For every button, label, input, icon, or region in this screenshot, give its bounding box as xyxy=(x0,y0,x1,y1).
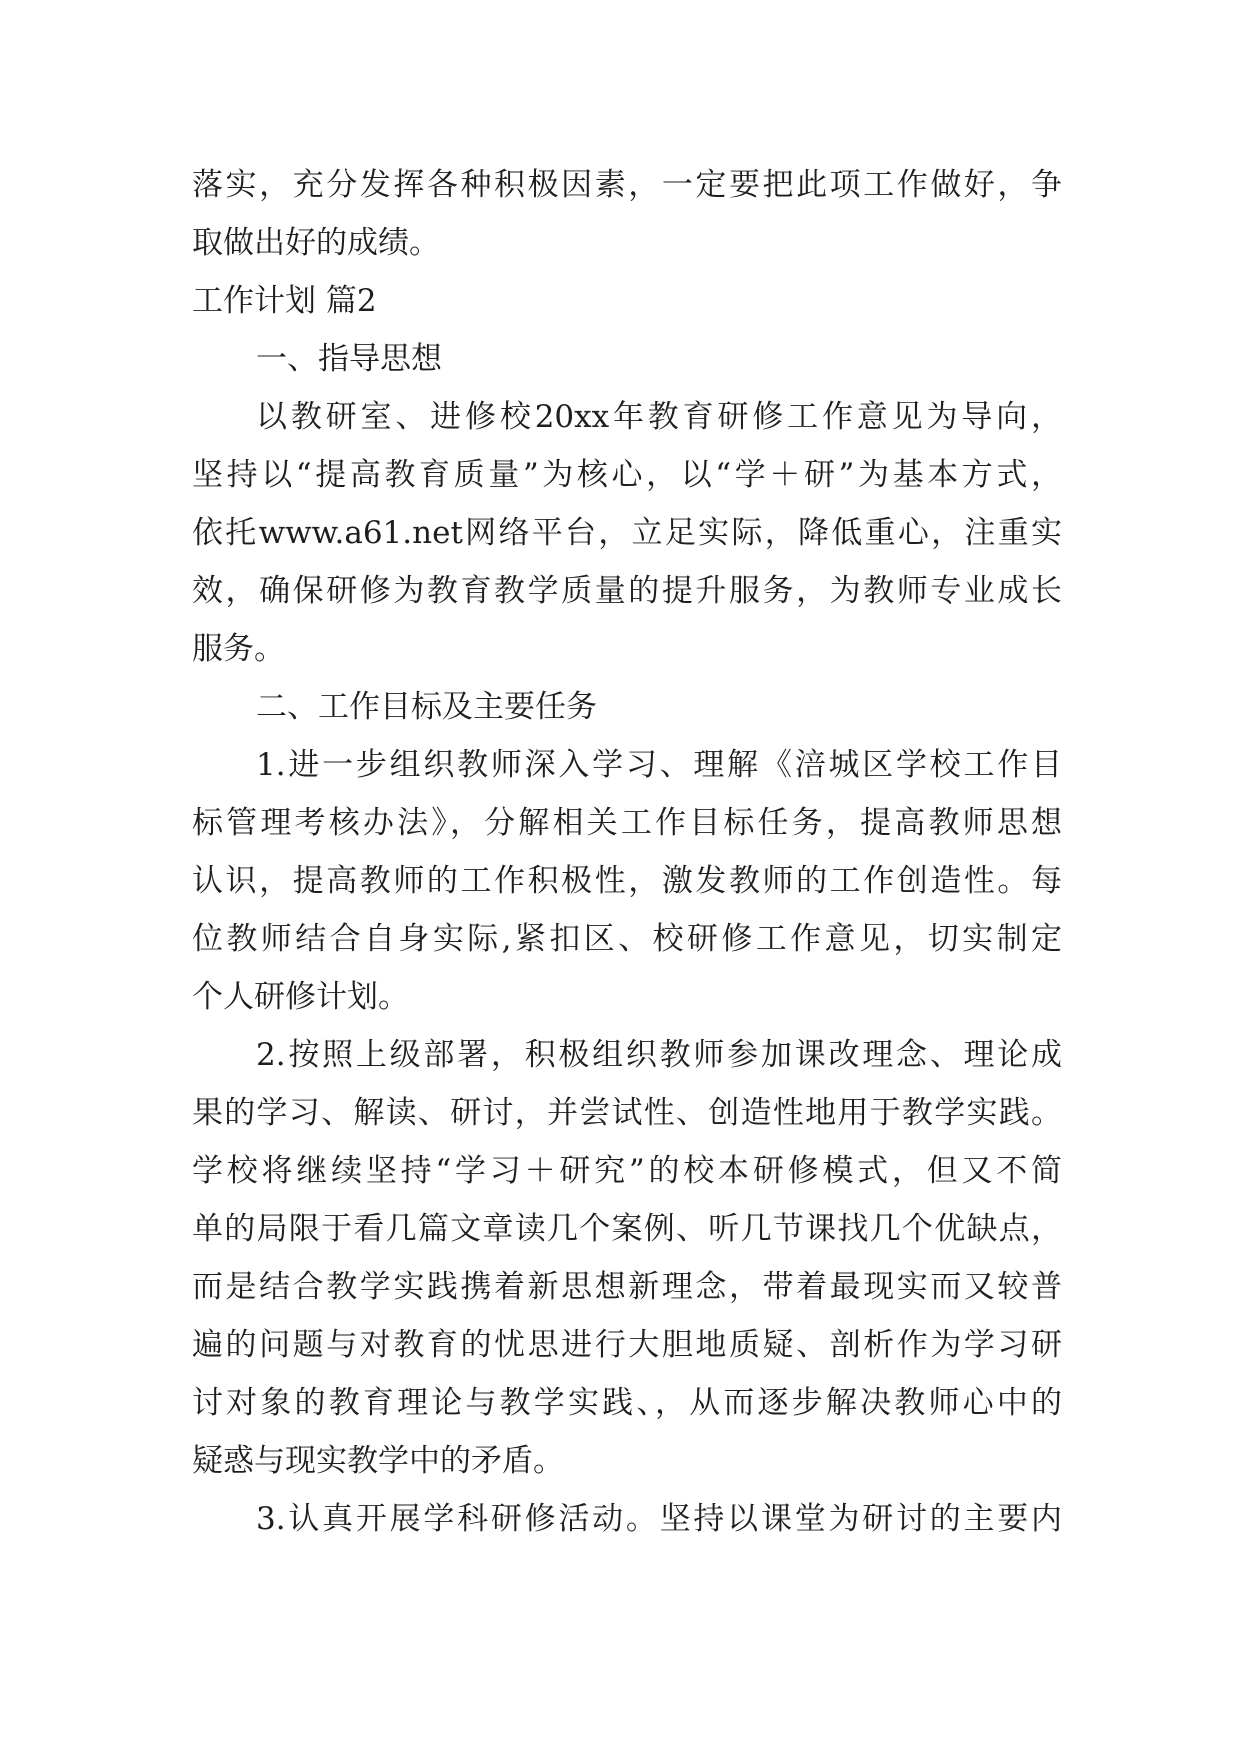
text-line: 而是结合教学实践携着新思想新理念，带着最现实而又较普 xyxy=(192,1269,1062,1305)
text-line: 坚持以“提高教育质量”为核心，以“学＋研”为基本方式， xyxy=(192,457,1062,493)
text-line: 疑惑与现实教学中的矛盾。 xyxy=(192,1443,564,1479)
text-line: 以教研室、进修校20xx年教育研修工作意见为导向， xyxy=(256,399,1062,435)
text-line: 服务。 xyxy=(192,631,285,667)
document-page xyxy=(192,156,1062,1548)
text-line: 位教师结合自身实际,紧扣区、校研修工作意见，切实制定 xyxy=(192,921,1062,957)
text-line: 落实，充分发挥各种积极因素，一定要把此项工作做好，争 xyxy=(192,167,1062,203)
text-line: 个人研修计划。 xyxy=(192,979,409,1015)
text-line: 标管理考核办法》，分解相关工作目标任务，提高教师思想 xyxy=(192,805,1062,841)
text-line: 单的局限于看几篇文章读几个案例、听几节课找几个优缺点， xyxy=(192,1211,1062,1247)
text-line: 果的学习、解读、研讨，并尝试性、创造性地用于教学实践。 xyxy=(192,1095,1062,1131)
text-line: 2.按照上级部署，积极组织教师参加课改理念、理论成 xyxy=(256,1037,1062,1073)
text-line: 遍的问题与对教育的忧思进行大胆地质疑、剖析作为学习研 xyxy=(192,1327,1062,1363)
text-line: 工作计划 篇2 xyxy=(192,283,377,319)
text-line: 1.进一步组织教师深入学习、理解《涪城区学校工作目 xyxy=(256,747,1062,783)
text-line: 3.认真开展学科研修活动。坚持以课堂为研讨的主要内 xyxy=(256,1501,1062,1537)
text-line: 依托www.a61.net网络平台，立足实际，降低重心，注重实 xyxy=(192,515,1062,551)
text-line: 取做出好的成绩。 xyxy=(192,225,440,261)
text-line: 认识，提高教师的工作积极性，激发教师的工作创造性。每 xyxy=(192,863,1062,899)
text-line: 一、指导思想 xyxy=(256,341,442,377)
text-line: 效，确保研修为教育教学质量的提升服务，为教师专业成长 xyxy=(192,573,1062,609)
text-line: 讨对象的教育理论与教学实践、，从而逐步解决教师心中的 xyxy=(192,1385,1062,1421)
text-line: 学校将继续坚持“学习＋研究”的校本研修模式，但又不简 xyxy=(192,1153,1062,1189)
text-line: 二、工作目标及主要任务 xyxy=(256,689,597,725)
